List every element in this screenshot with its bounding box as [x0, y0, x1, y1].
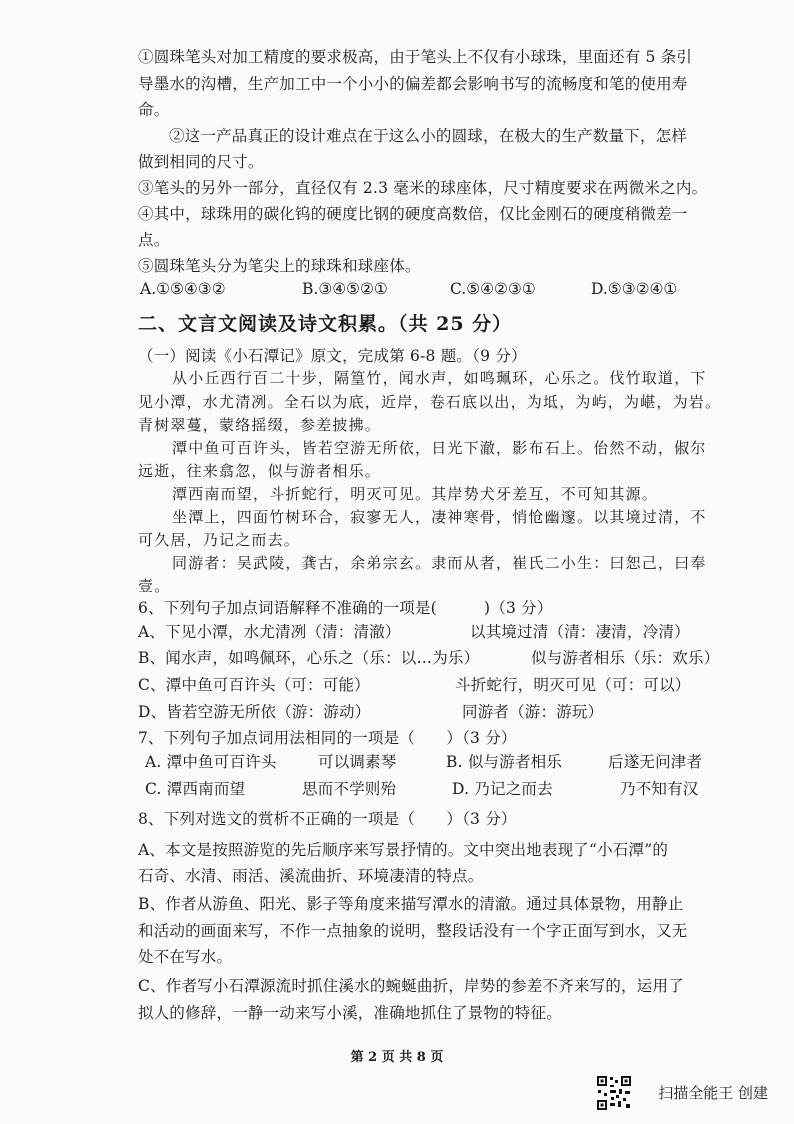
q8-option-a-line-2: 石奇、水清、雨活、溪流曲折、环境凄清的特点。 — [138, 867, 484, 885]
order-option-a: A.①⑤④③② — [140, 280, 226, 298]
passage-p3: 潭西南而望，斗折蛇行，明灭可见。其岸势犬牙差互，不可知其源。 — [172, 485, 659, 503]
q7-option-d-pair: 乃不知有汉 — [620, 780, 699, 798]
q6-option-d: D、皆若空游无所依（游：游动） — [138, 703, 371, 721]
q6-option-a-pair: 以其境过清（清：凄清，冷清） — [470, 623, 690, 641]
q7-option-c: C. 潭西南而望 — [145, 780, 246, 798]
passage-p5-line-1: 同游者：吴武陵，龚古，余弟宗玄。隶而从者，崔氏二小生：曰恕己，曰奉 — [172, 554, 707, 572]
q7-option-a: A. 潭中鱼可百许头 — [145, 753, 277, 771]
passage-p1-line-3: 青树翠蔓，蒙络摇缀，参差披拂。 — [138, 416, 382, 434]
passage-p1-line-2: 见小潭，水尤清冽。全石以为底，近岸，卷石底以出，为坻，为屿，为嵁，为岩。 — [138, 393, 722, 411]
q6-option-c: C、潭中鱼可百许头（可：可能） — [138, 676, 370, 694]
order-option-d: D.⑤③②④① — [591, 280, 678, 298]
q6-stem: 6、下列句子加点词语解释不准确的一项是( )（3 分） — [138, 599, 553, 617]
q8-option-a-line-1: A、本文是按照游览的先后顺序来写景抒情的。文中突出地表现了“小石潭”的 — [138, 841, 669, 859]
sentence-5: ⑤圆珠笔头分为笔尖上的球珠和球座体。 — [138, 257, 421, 275]
q6-option-b-pair: 似与游者相乐（乐：欢乐） — [531, 649, 720, 667]
q7-option-b: B. 似与游者相乐 — [446, 753, 563, 771]
q7-option-a-pair: 可以调素琴 — [318, 753, 397, 771]
sentence-4-line-2: 点。 — [138, 231, 170, 249]
q6-option-b: B、闻水声，如鸣佩环，心乐之（乐：以…为乐） — [138, 649, 480, 667]
sentence-2-line-2: 做到相同的尺寸。 — [138, 153, 264, 171]
sentence-1-line-3: 命。 — [138, 101, 170, 119]
q7-option-d: D. 乃记之而去 — [452, 780, 553, 798]
q7-option-b-pair: 后遂无问津者 — [608, 753, 703, 771]
passage-p5-line-2: 壹。 — [138, 577, 171, 595]
q7-stem: 7、下列句子加点词用法相同的一项是（ ）（3 分） — [138, 729, 517, 747]
sentence-2-line-1: ②这一产品真正的设计难点在于这么小的圆球，在极大的生产数量下，怎样 — [169, 127, 688, 145]
passage-p4-line-2: 可久居，乃记之而去。 — [138, 531, 301, 549]
order-option-c: C.⑤④②③① — [450, 280, 536, 298]
q8-option-c-line-1: C、作者写小石潭源流时抓住溪水的蜿蜒曲折，岸势的参差不齐来写的，运用了 — [138, 977, 684, 995]
qr-code-icon — [596, 1075, 632, 1111]
q8-option-b-line-3: 处不在写水。 — [138, 948, 233, 966]
q8-option-c-line-2: 拟人的修辞，一静一动来写小溪，准确地抓住了景物的特征。 — [138, 1004, 562, 1022]
q8-option-b-line-1: B、作者从游鱼、阳光、影子等角度来描写潭水的清澈。通过具体景物，用静止 — [138, 895, 684, 913]
q6-option-d-pair: 同游者（游：游玩） — [462, 703, 604, 721]
q8-option-b-line-2: 和活动的画面来写，不作一点抽象的说明，整段话没有一个字正面写到水，又无 — [138, 922, 688, 940]
passage-p1-line-1: 从小丘西行百二十步，隔篁竹，闻水声，如鸣珮环，心乐之。伐竹取道，下 — [172, 369, 707, 387]
sentence-1-line-2: 导墨水的沟槽，生产加工中一个小小的偏差都会影响书写的流畅度和笔的使用寿 — [138, 75, 688, 93]
order-option-b: B.③④⑤②① — [302, 280, 388, 298]
section-2-title: 二、文言文阅读及诗文积累。（共 25 分） — [138, 313, 513, 335]
scanner-watermark: 扫描全能王 创建 — [658, 1084, 768, 1102]
passage-p2-line-2: 远逝，往来翕忽，似与游者相乐。 — [138, 462, 382, 480]
q8-stem: 8、下列对选文的赏析不正确的一项是（ ）（3 分） — [138, 810, 517, 828]
page-number: 第 2 页 共 8 页 — [350, 1050, 444, 1065]
passage-p4-line-1: 坐潭上，四面竹树环合，寂寥无人，凄神寒骨，悄怆幽邃。以其境过清，不 — [172, 508, 707, 526]
q6-option-c-pair: 斗折蛇行，明灭可见（可：可以） — [455, 676, 691, 694]
sentence-4-line-1: ④其中，球珠用的碳化钨的硬度比钢的硬度高数倍，仅比金刚石的硬度稍微差一 — [138, 205, 688, 223]
sentence-1-line-1: ①圆珠笔头对加工精度的要求极高，由于笔头上不仅有小球珠，里面还有 5 条引 — [138, 48, 693, 66]
sentence-3: ③笔头的另外一部分，直径仅有 2.3 毫米的球座体，尺寸精度要求在两微米之内。 — [138, 179, 708, 197]
q7-option-c-pair: 思而不学则殆 — [302, 780, 397, 798]
passage-p2-line-1: 潭中鱼可百许头，皆若空游无所依，日光下澈，影布石上。佁然不动，俶尔 — [172, 439, 707, 457]
reading-subsection-title: （一）阅读《小石潭记》原文，完成第 6-8 题。（9 分） — [138, 347, 527, 365]
q6-option-a: A、下见小潭，水尤清冽（清：清澈） — [138, 623, 401, 641]
